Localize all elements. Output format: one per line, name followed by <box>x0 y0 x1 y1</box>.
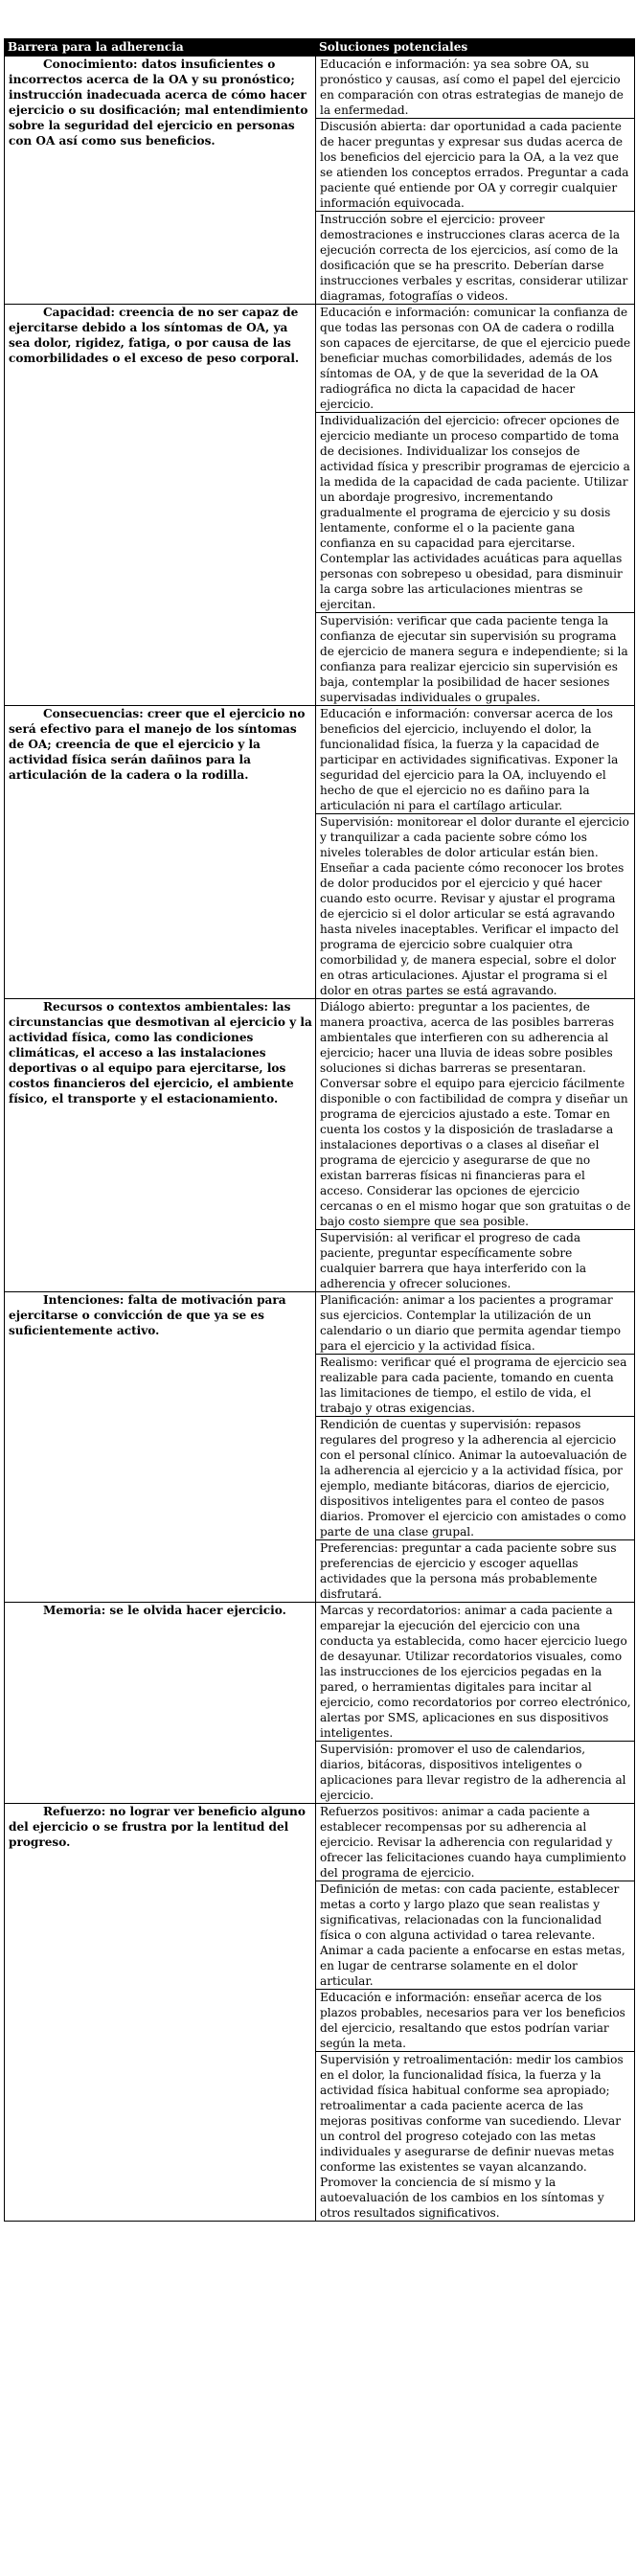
table-row <box>5 1804 635 1881</box>
barrier-recursos: Recursos o contextos ambientales: las circunstancias que desmotivan al ejercicio y la actividad física, como las condiciones climáticas, el acceso a las instalaciones deportivas o al equipo para ejercitarse, los costos financieros del ejercicio, el ambiente físico, el transporte y el estacionamiento. <box>5 999 316 1292</box>
barrier-memoria: Memoria: se le olvida hacer ejercicio. <box>5 1603 316 1804</box>
solution-cell: Supervisión: promover el uso de calendarios, diarios, bitácoras, dispositivos inteligentes o aplicaciones para llevar registro de la adherencia al ejercicio. <box>316 1742 635 1804</box>
adherence-table-container <box>4 38 634 2222</box>
solution-cell: Marcas y recordatorios: animar a cada paciente a emparejar la ejecución del ejercicio con una conducta ya establecida, como hacer ejercicio luego de desayunar. Utilizar recordatorios visuales, como las instrucciones de los ejercicios pegadas en la pared, o herramientas digitales para incitar al ejercicio, como recordatorios por correo electrónico, alertas por SMS, aplicaciones en sus dispositivos inteligentes. <box>316 1603 635 1742</box>
solution-cell: Supervisión y retroalimentación: medir los cambios en el dolor, la funcionalidad física, la fuerza y la actividad física habitual conforme sea apropiado; retroalimentar a cada paciente acerca de las mejoras positivas conforme van sucediendo. Llevar un control del progreso cotejado con las metas individuales y asegurarse de definir nuevas metas conforme las existentes se vayan alcanzando. Promover la conciencia de sí mismo y la autoevaluación de los cambios en los síntomas y otros resultados significativos. <box>316 2052 635 2222</box>
table-row <box>5 305 635 413</box>
solution-cell: Educación e información: comunicar la confianza de que todas las personas con OA de cadera o rodilla son capaces de ejercitarse, de que el ejercicio puede beneficiar muchas comorbilidades, además de los síntomas de OA, y de que la severidad de la OA radiográfica no dicta la capacidad de hacer ejercicio. <box>316 305 635 413</box>
solution-cell: Educación e información: enseñar acerca de los plazos probables, necesarios para ver los beneficios del ejercicio, resaltando que estos podrían variar según la meta. <box>316 1990 635 2052</box>
table-body <box>5 57 635 2222</box>
solution-cell: Rendición de cuentas y supervisión: repasos regulares del progreso y la adherencia al ejercicio con el personal clínico. Animar la autoevaluación de la adherencia al ejercicio y a la actividad física, por ejemplo, mediante bitácoras, diarios de ejercicio, dispositivos inteligentes para el conteo de pasos diarios. Promover el ejercicio con amistades o como parte de una clase grupal. <box>316 1417 635 1540</box>
table-row <box>5 57 635 119</box>
barrier-intenciones: Intenciones: falta de motivación para ejercitarse o convicción de que ya se es suficientemente activo. <box>5 1292 316 1603</box>
table-header-row <box>5 39 635 57</box>
barrier-consecuencias: Consecuencias: creer que el ejercicio no será efectivo para el manejo de los síntomas de OA; creencia de que el ejercicio y la actividad física serán dañinos para la articulación de la cadera o la rodilla. <box>5 706 316 999</box>
solution-cell: Supervisión: verificar que cada paciente tenga la confianza de ejecutar sin supervisión su programa de ejercicio de manera segura e independiente; si la confianza para realizar ejercicio sin supervisión es baja, contemplar la posibilidad de hacer sesiones supervisadas individuales o grupales. <box>316 613 635 706</box>
table-row <box>5 706 635 814</box>
table-row <box>5 1603 635 1742</box>
barrier-refuerzo: Refuerzo: no lograr ver beneficio alguno del ejercicio o se frustra por la lentitud del progreso. <box>5 1804 316 2222</box>
solution-cell: Preferencias: preguntar a cada paciente sobre sus preferencias de ejercicio y escoger aquellas actividades que la persona más probablemente disfrutará. <box>316 1540 635 1603</box>
solution-cell: Diálogo abierto: preguntar a los pacientes, de manera proactiva, acerca de las posibles barreras ambientales que interfieren con su adherencia al ejercicio; hacer una lluvia de ideas sobre posibles soluciones si dichas barreras se presentaran. Conversar sobre el equipo para ejercicio fácilmente disponible o con factibilidad de compra y diseñar un programa de ejercicios ajustado a este. Tomar en cuenta los costos y la disposición de trasladarse a instalaciones deportivas o a clases al diseñar el programa de ejercicio y asegurarse de que no existan barreras físicas ni financieras para el acceso. Considerar las opciones de ejercicio cercanas o en el mismo hogar que son gratuitas o de bajo costo siempre que sea posible. <box>316 999 635 1230</box>
solution-cell: Educación e información: ya sea sobre OA, su pronóstico y causas, así como el papel del ejercicio en comparación con otras estrategias de manejo de la enfermedad. <box>316 57 635 119</box>
header-barrier: Barrera para la adherencia <box>5 39 316 57</box>
adherence-barriers-table <box>4 38 635 2222</box>
solution-cell: Definición de metas: con cada paciente, establecer metas a corto y largo plazo que sean realistas y significativas, relacionadas con la funcionalidad física o con alguna actividad o tarea relevante. Animar a cada paciente a enfocarse en estas metas, en lugar de centrarse solamente en el dolor articular. <box>316 1881 635 1990</box>
barrier-capacidad: Capacidad: creencia de no ser capaz de ejercitarse debido a los síntomas de OA, ya sea dolor, rigidez, fatiga, o por causa de las comorbilidades o el exceso de peso corporal. <box>5 305 316 706</box>
solution-cell: Refuerzos positivos: animar a cada paciente a establecer recompensas por su adherencia al ejercicio. Revisar la adherencia con regularidad y ofrecer las felicitaciones cuando haya cumplimiento del programa de ejercicio. <box>316 1804 635 1881</box>
solution-cell: Discusión abierta: dar oportunidad a cada paciente de hacer preguntas y expresar sus dudas acerca de los beneficios del ejercicio para la OA, a la vez que se atienden los conceptos errados. Preguntar a cada paciente qué entiende por OA y corregir cualquier información equivocada. <box>316 119 635 212</box>
table-row <box>5 1292 635 1355</box>
table-row <box>5 999 635 1230</box>
header-solutions: Soluciones potenciales <box>316 39 635 57</box>
barrier-conocimiento: Conocimiento: datos insuficientes o incorrectos acerca de la OA y su pronóstico; instrucción inadecuada acerca de cómo hacer ejercicio o su dosificación; mal entendimiento sobre la seguridad del ejercicio en personas con OA así como sus beneficios. <box>5 57 316 305</box>
solution-cell: Educación e información: conversar acerca de los beneficios del ejercicio, incluyendo el dolor, la funcionalidad física, la fuerza y la capacidad de participar en actividades significativas. Exponer la seguridad del ejercicio para la OA, incluyendo el hecho de que el ejercicio no es dañino para la articulación ni para el cartílago articular. <box>316 706 635 814</box>
solution-cell: Individualización del ejercicio: ofrecer opciones de ejercicio mediante un proceso compartido de toma de decisiones. Individualizar los consejos de actividad física y prescribir programas de ejercicio a la medida de la capacidad de cada paciente. Utilizar un abordaje progresivo, incrementando gradualmente el programa de ejercicio y su dosis lentamente, conforme el o la paciente gana confianza en su capacidad para ejercitarse. Contemplar las actividades acuáticas para aquellas personas con sobrepeso u obesidad, para disminuir la carga sobre las articulaciones mientras se ejercitan. <box>316 413 635 613</box>
solution-cell: Supervisión: al verificar el progreso de cada paciente, preguntar específicamente sobre cualquier barrera que haya interferido con la adherencia y ofrecer soluciones. <box>316 1230 635 1292</box>
solution-cell: Instrucción sobre el ejercicio: proveer demostraciones e instrucciones claras acerca de la ejecución correcta de los ejercicios, así como de la dosificación que se ha prescrito. Deberían darse instrucciones verbales y escritas, considerar utilizar diagramas, fotografías o videos. <box>316 212 635 305</box>
solution-cell: Planificación: animar a los pacientes a programar sus ejercicios. Contemplar la utilización de un calendario o un diario que permita agendar tiempo para el ejercicio y la actividad física. <box>316 1292 635 1355</box>
solution-cell: Supervisión: monitorear el dolor durante el ejercicio y tranquilizar a cada paciente sobre cómo los niveles tolerables de dolor articular están bien. Enseñar a cada paciente cómo reconocer los brotes de dolor producidos por el ejercicio y qué hacer cuando esto ocurre. Revisar y ajustar el programa de ejercicio si el dolor articular se está agravando hasta niveles inaceptables. Verificar el impacto del programa de ejercicio sobre cualquier otra comorbilidad y, de manera especial, sobre el dolor en otras articulaciones. Ajustar el programa si el dolor en otras partes se está agravando. <box>316 814 635 999</box>
solution-cell: Realismo: verificar qué el programa de ejercicio sea realizable para cada paciente, tomando en cuenta las limitaciones de tiempo, el estilo de vida, el trabajo y otras exigencias. <box>316 1355 635 1417</box>
